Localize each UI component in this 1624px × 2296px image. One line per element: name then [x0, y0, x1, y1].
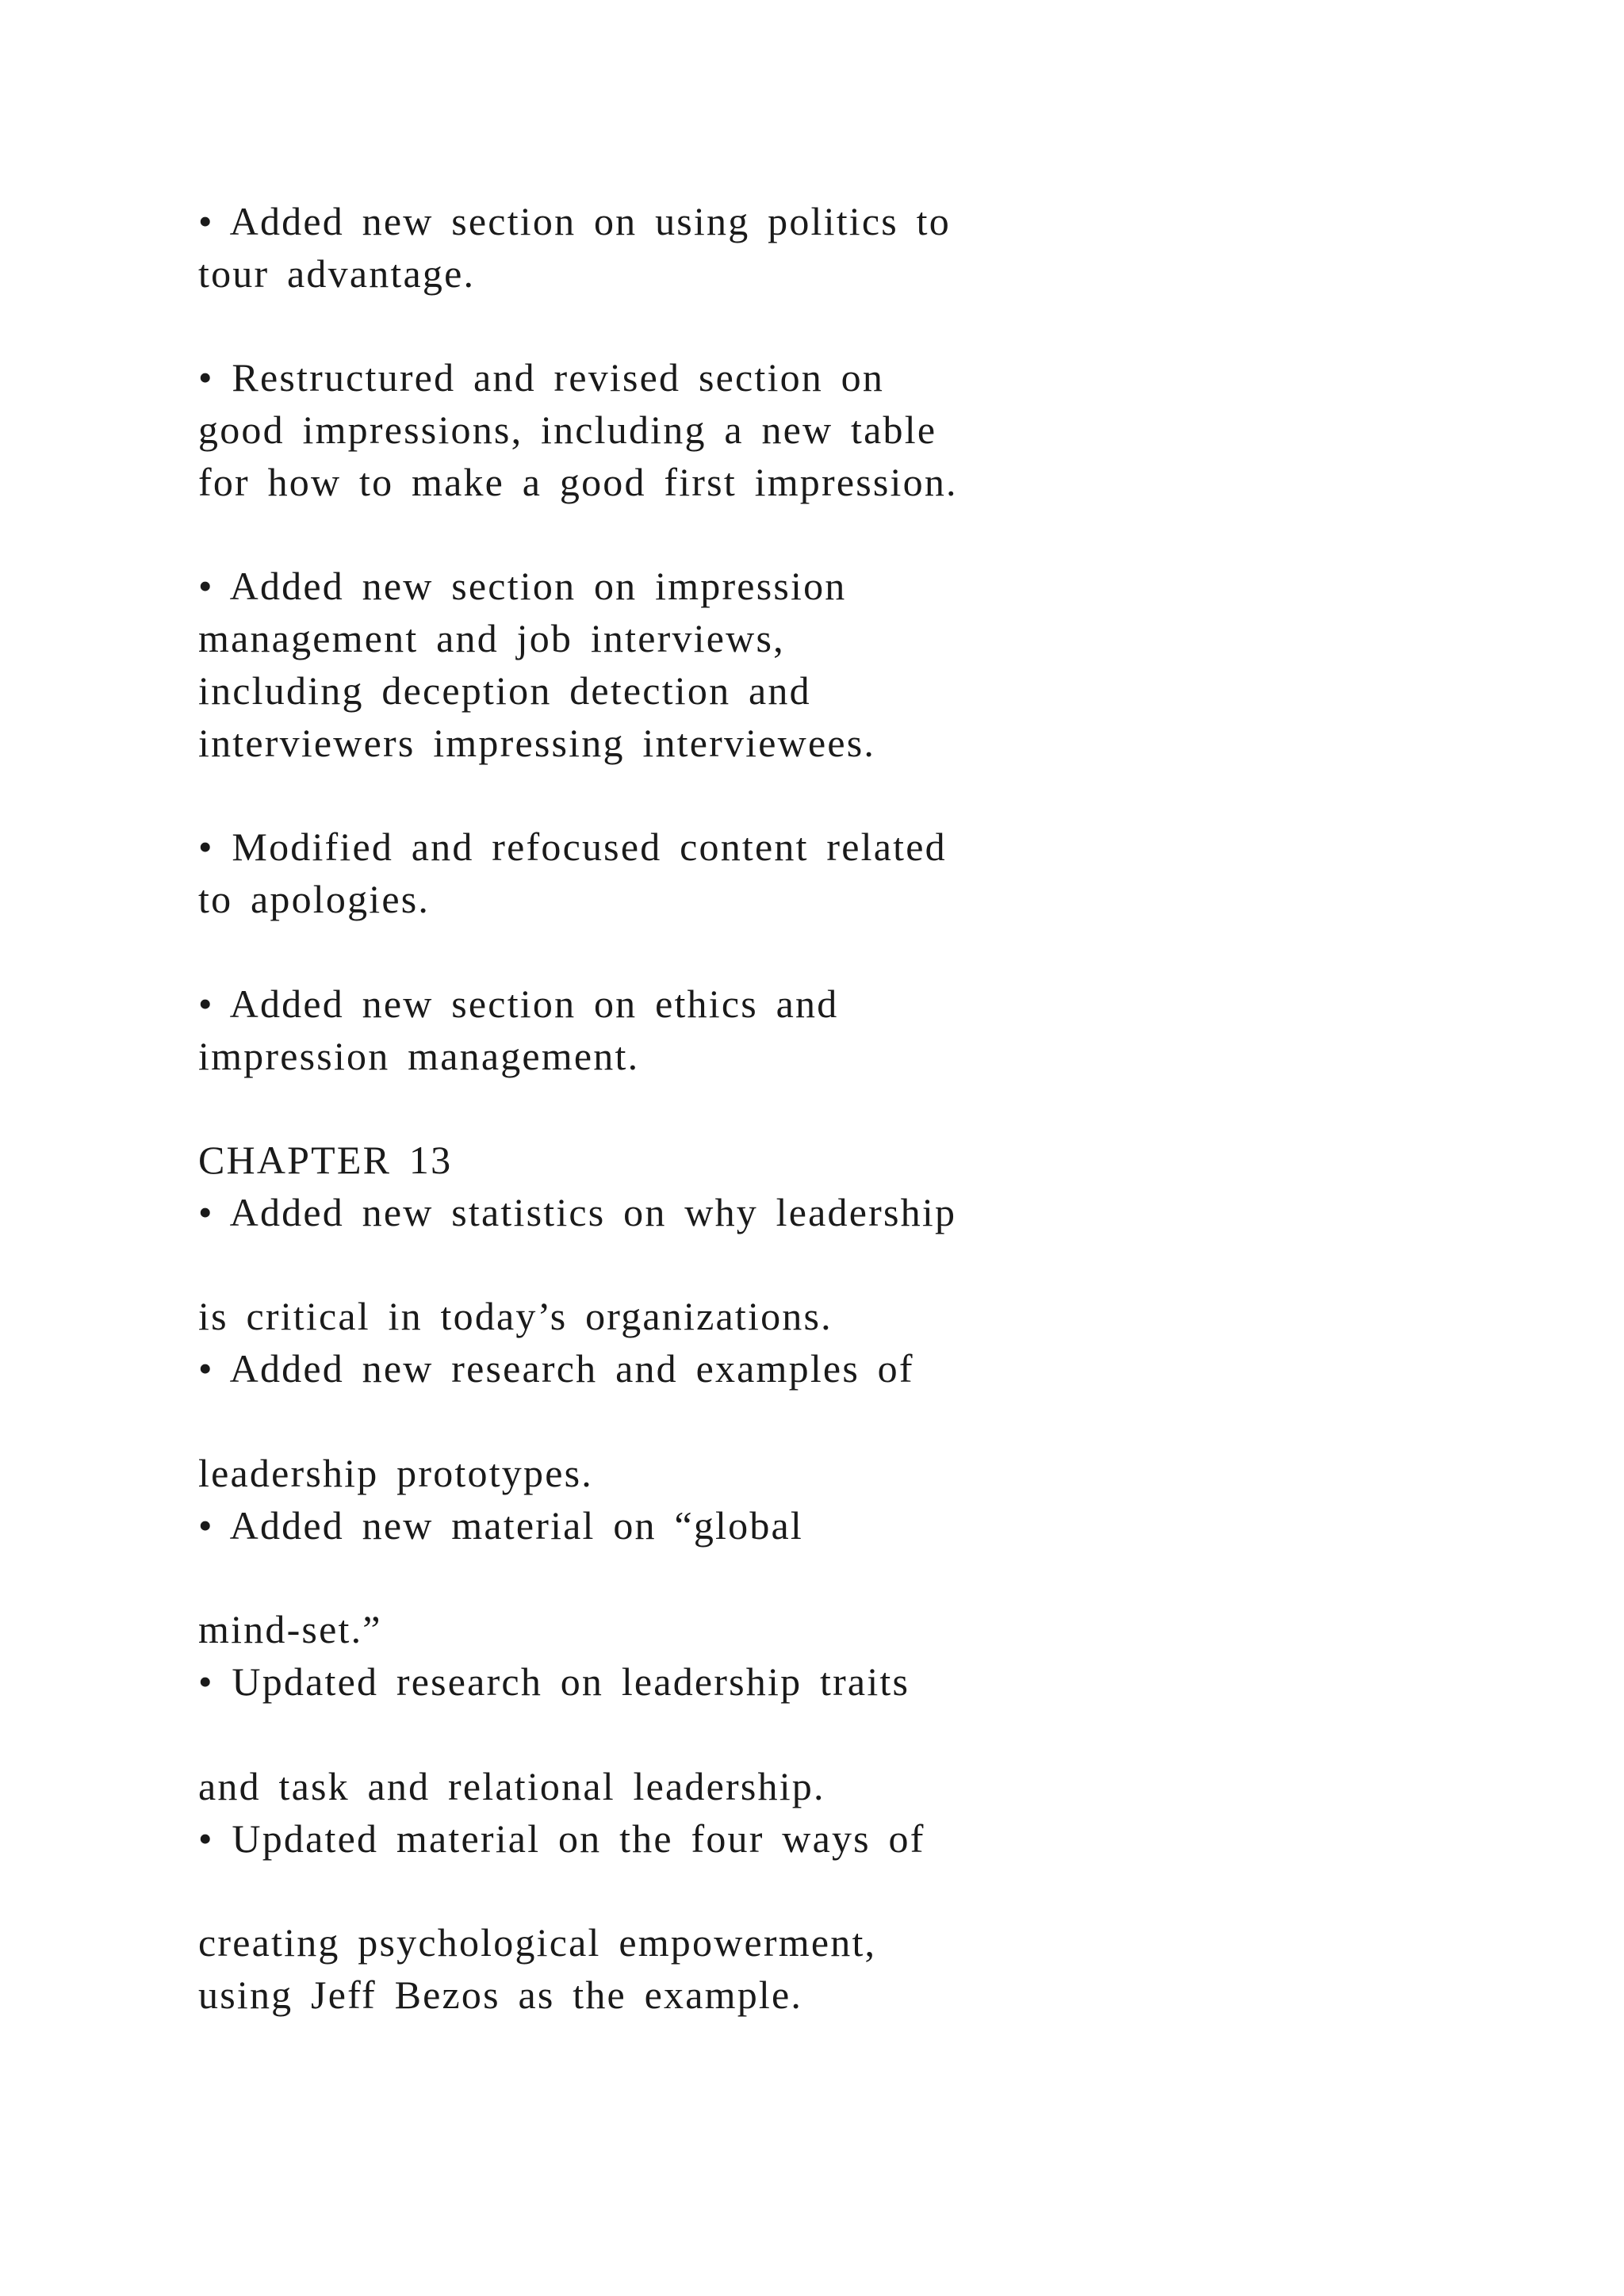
- text-line: • Modified and refocused content related: [198, 825, 947, 869]
- text-line: • Updated research on leadership traits: [198, 1659, 910, 1704]
- text-line: tour advantage.: [198, 251, 476, 296]
- text-line: is critical in today’s organizations.: [198, 1294, 833, 1338]
- text-line: using Jeff Bezos as the example.: [198, 1973, 803, 2017]
- text-line: and task and relational leadership.: [198, 1764, 825, 1808]
- text-line: impression management.: [198, 1034, 640, 1078]
- text-line: • Added new statistics on why leadership: [198, 1190, 957, 1234]
- text-line: • Added new section on ethics and: [198, 982, 839, 1026]
- text-line: mind-set.”: [198, 1607, 382, 1651]
- text-line: creating psychological empowerment,: [198, 1920, 877, 1965]
- chapter-heading: CHAPTER 13: [198, 1138, 453, 1182]
- text-line: management and job interviews,: [198, 616, 785, 660]
- text-line: • Added new research and examples of: [198, 1346, 914, 1391]
- text-line: leadership prototypes.: [198, 1451, 593, 1495]
- text-line: including deception detection and: [198, 668, 811, 713]
- text-line: good impressions, including a new table: [198, 408, 937, 452]
- text-line: for how to make a good first impression.: [198, 460, 958, 504]
- text-line: • Added new section on using politics to: [198, 199, 951, 243]
- text-line: to apologies.: [198, 877, 431, 921]
- text-line: • Added new material on “global: [198, 1503, 804, 1548]
- text-line: interviewers impressing interviewees.: [198, 721, 876, 765]
- text-line: • Restructured and revised section on: [198, 355, 885, 400]
- text-line: • Updated material on the four ways of: [198, 1816, 925, 1861]
- text-line: • Added new section on impression: [198, 564, 847, 608]
